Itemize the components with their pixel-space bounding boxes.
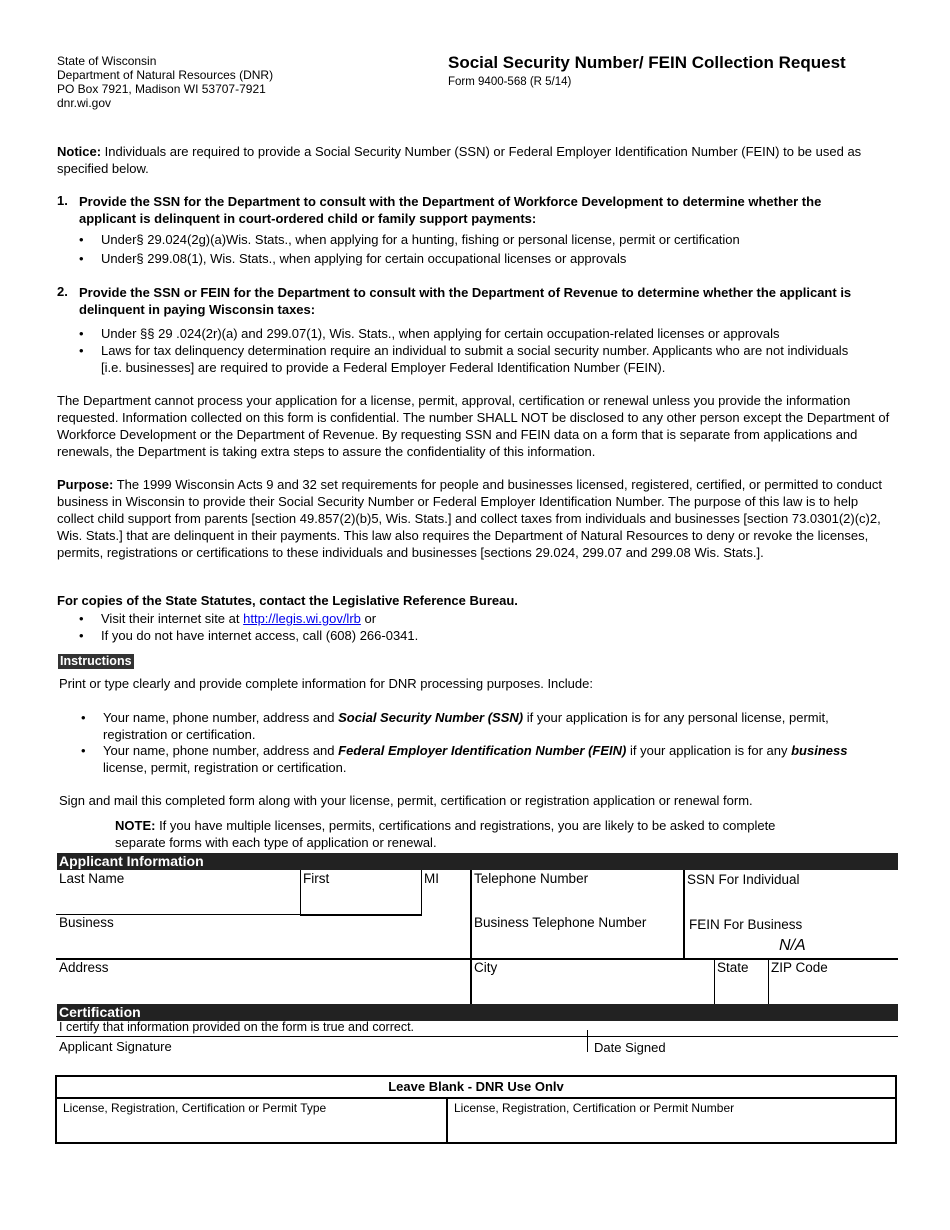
form-number: Form 9400-568 (R 5/14) [448, 76, 572, 88]
list-item: • Under§ 29.024(2g)(a)Wis. Stats., when applying for a hunting, fishing or personal license, permit or certification [79, 232, 740, 247]
instr-b2-pre: Your name, phone number, address and [103, 743, 339, 758]
visit-prefix: Visit their internet site at [101, 611, 244, 626]
telephone-label: Telephone Number [474, 871, 589, 886]
list-item: • Under §§ 29 .024(2r)(a) and 299.07(1), Wis. Stats., when applying for certain occupation-related licenses or approvals [79, 326, 780, 341]
business-label: Business [59, 915, 114, 930]
agency-line: State of Wisconsin [57, 54, 157, 68]
notice-paragraph [57, 143, 897, 177]
notice-label: Notice: [57, 144, 102, 159]
item1-number: 1. [57, 193, 68, 208]
agency-line: PO Box 7921, Madison WI 53707-7921 [57, 82, 266, 96]
note-paragraph [115, 817, 815, 851]
item2-number: 2. [57, 284, 68, 299]
confidentiality-paragraph: The Department cannot process your application for a license, permit, approval, certification or renewal unless you provide the information requested. Information collected on this form is confidential. The number SHALL NOT be disclosed to any other person except the Department of Workforce Development or the Department of Revenue. By requesting SSN and FEIN data on a form that is separate from applications and renewals, the Department is taking extra steps to assure the confidentiality of this information. [57, 393, 890, 459]
business-phone-label: Business Telephone Number [474, 915, 647, 930]
telephone-field[interactable] [473, 888, 681, 914]
agency-line: dnr.wi.gov [57, 96, 112, 110]
mi-label: MI [424, 871, 439, 886]
date-signed-field[interactable] [670, 1037, 896, 1055]
last-name-field[interactable] [57, 888, 299, 914]
item1-bullet-1: Under§ 29.024(2g)(a)Wis. Stats., when applying for a hunting, fishing or personal license, permit or certification [101, 232, 740, 247]
note-label: NOTE: [115, 818, 156, 833]
mi-field[interactable] [423, 888, 469, 914]
state-field[interactable] [716, 978, 766, 1002]
first-name-field[interactable] [302, 888, 420, 914]
list-item: • If you do not have internet access, call (608) 266-0341. [79, 628, 419, 643]
first-name-label: First [303, 871, 330, 886]
item2-bullet-1: Under §§ 29 .024(2r)(a) and 299.07(1), Wis. Stats., when applying for certain occupation-related licenses or approvals [101, 326, 780, 341]
agency-line: Department of Natural Resources (DNR) [57, 68, 274, 82]
page-title: Social Security Number/ FEIN Collection Request [448, 53, 846, 72]
item2-heading: Provide the SSN or FEIN for the Department to consult with the Department of Revenue to determine whether the applicant is delinquent in paying Wisconsin taxes: [79, 285, 852, 317]
signature-field[interactable] [185, 1037, 583, 1055]
dnr-use-heading: Leave Blank - DNR Use Onlv [388, 1079, 564, 1094]
certification-statement: I certify that information provided on the form is true and correct. [59, 1020, 415, 1034]
zip-label: ZIP Code [771, 960, 828, 975]
instructions-heading: Instructions [60, 654, 132, 668]
city-field[interactable] [473, 978, 713, 1002]
applicant-section-heading: Applicant Information [57, 853, 898, 870]
ssn-field[interactable] [686, 890, 896, 914]
instr-b1-em: Social Security Number (SSN) [338, 710, 524, 725]
note-text: If you have multiple licenses, permits, certifications and registrations, you are likely to be asked to complete separate forms with each type of application or renewal. [115, 818, 776, 850]
zip-field[interactable] [770, 978, 896, 1002]
purpose-label: Purpose: [57, 477, 114, 492]
business-field[interactable] [57, 932, 467, 956]
item1-bullet-2: Under§ 299.08(1), Wis. Stats., when applying for certain occupational licenses or approvals [101, 251, 627, 266]
address-label: Address [59, 960, 109, 975]
notice-text: Individuals are required to provide a Social Security Number (SSN) or Federal Employer Identification Number (FEIN) to be used as specified below. [57, 144, 862, 176]
ssn-label: SSN For Individual [687, 872, 800, 887]
signature-label: Applicant Signature [59, 1039, 172, 1054]
item1-heading: Provide the SSN for the Department to consult with the Department of Workforce Development to determine whether the applicant is delinquent in court-ordered child or family support payments: [79, 194, 822, 226]
instr-b1-pre: Your name, phone number, address and [103, 710, 339, 725]
instr-b2-em: Federal Employer Identification Number (FEIN) [338, 743, 627, 758]
address-field[interactable] [57, 978, 467, 1002]
permit-type-label: License, Registration, Certification or Permit Type [63, 1101, 327, 1115]
fein-label: FEIN For Business [689, 917, 803, 932]
permit-number-label: License, Registration, Certification or Permit Number [454, 1101, 735, 1115]
state-label: State [717, 960, 749, 975]
visit-suffix: or [360, 611, 377, 626]
business-phone-field[interactable] [473, 932, 681, 956]
sign-mail-text: Sign and mail this completed form along with your license, permit, certification or registration application or renewal form. [59, 793, 753, 808]
phone-text: If you do not have internet access, call (608) 266-0341. [101, 628, 419, 643]
purpose-text: The 1999 Wisconsin Acts 9 and 32 set requirements for people and businesses licensed, registered, certified, or permitted to conduct business in Wisconsin to provide their Social Security Number or Federal Employer Identification Number. The purpose of this law is to help collect child support from parents [section 49.857(2)(b)5, Wis. Stats.] and collect taxes from individuals and businesses [section 73.0301(2)(c)2, Wis. Stats.] that are delinquent in their payments. This law also requires the Department of Natural Resources to deny or revoke the licenses, permits, registrations or certifications to these individuals and businesses [sections 29.024, 299.07 and 299.08 Wis. Stats.]. [57, 477, 882, 560]
last-name-label: Last Name [59, 871, 125, 886]
list-item: • Your name, phone number, address and Federal Employer Identification Number (FEIN) if your application is for any business license, permit, registration or certification. [81, 743, 848, 775]
city-label: City [474, 960, 498, 975]
fein-field[interactable]: N/A [779, 937, 806, 954]
list-item: • Visit their internet site at http://legis.wi.gov/lrb or [79, 611, 377, 626]
instructions-intro: Print or type clearly and provide complete information for DNR processing purposes. Include: [59, 676, 593, 691]
instr-b2-post: license, permit, registration or certification. [103, 760, 347, 775]
instr-b2-em2: business [791, 743, 848, 758]
list-item: • Under§ 299.08(1), Wis. Stats., when applying for certain occupational licenses or approvals [79, 251, 627, 266]
agency-block [57, 54, 273, 110]
copies-heading: For copies of the State Statutes, contact the Legislative Reference Bureau. [57, 593, 518, 608]
instr-b1-post: if your application is for any personal license, permit, registration or certification. [103, 710, 829, 742]
certification-section-heading: Certification [57, 1004, 898, 1021]
instr-b2-mid: if your application is for any [626, 743, 792, 758]
purpose-paragraph [57, 476, 897, 561]
list-item: • Your name, phone number, address and Social Security Number (SSN) if your application is for any personal license, permit, registration or certification. [81, 710, 829, 742]
date-signed-label: Date Signed [594, 1040, 666, 1055]
lrb-link[interactable]: http://legis.wi.gov/lrb [243, 611, 361, 626]
list-item: • Laws for tax delinquency determination require an individual to submit a social security number. Applicants who are not individuals [i.e. businesses] are required to provide a Federal Employer Federal Identification Number (FEIN). [79, 343, 849, 375]
item2-bullet-2: Laws for tax delinquency determination require an individual to submit a social security number. Applicants who are not individuals [i.e. businesses] are required to provide a Federal Employer Federal Identification Number (FEIN). [101, 343, 849, 375]
